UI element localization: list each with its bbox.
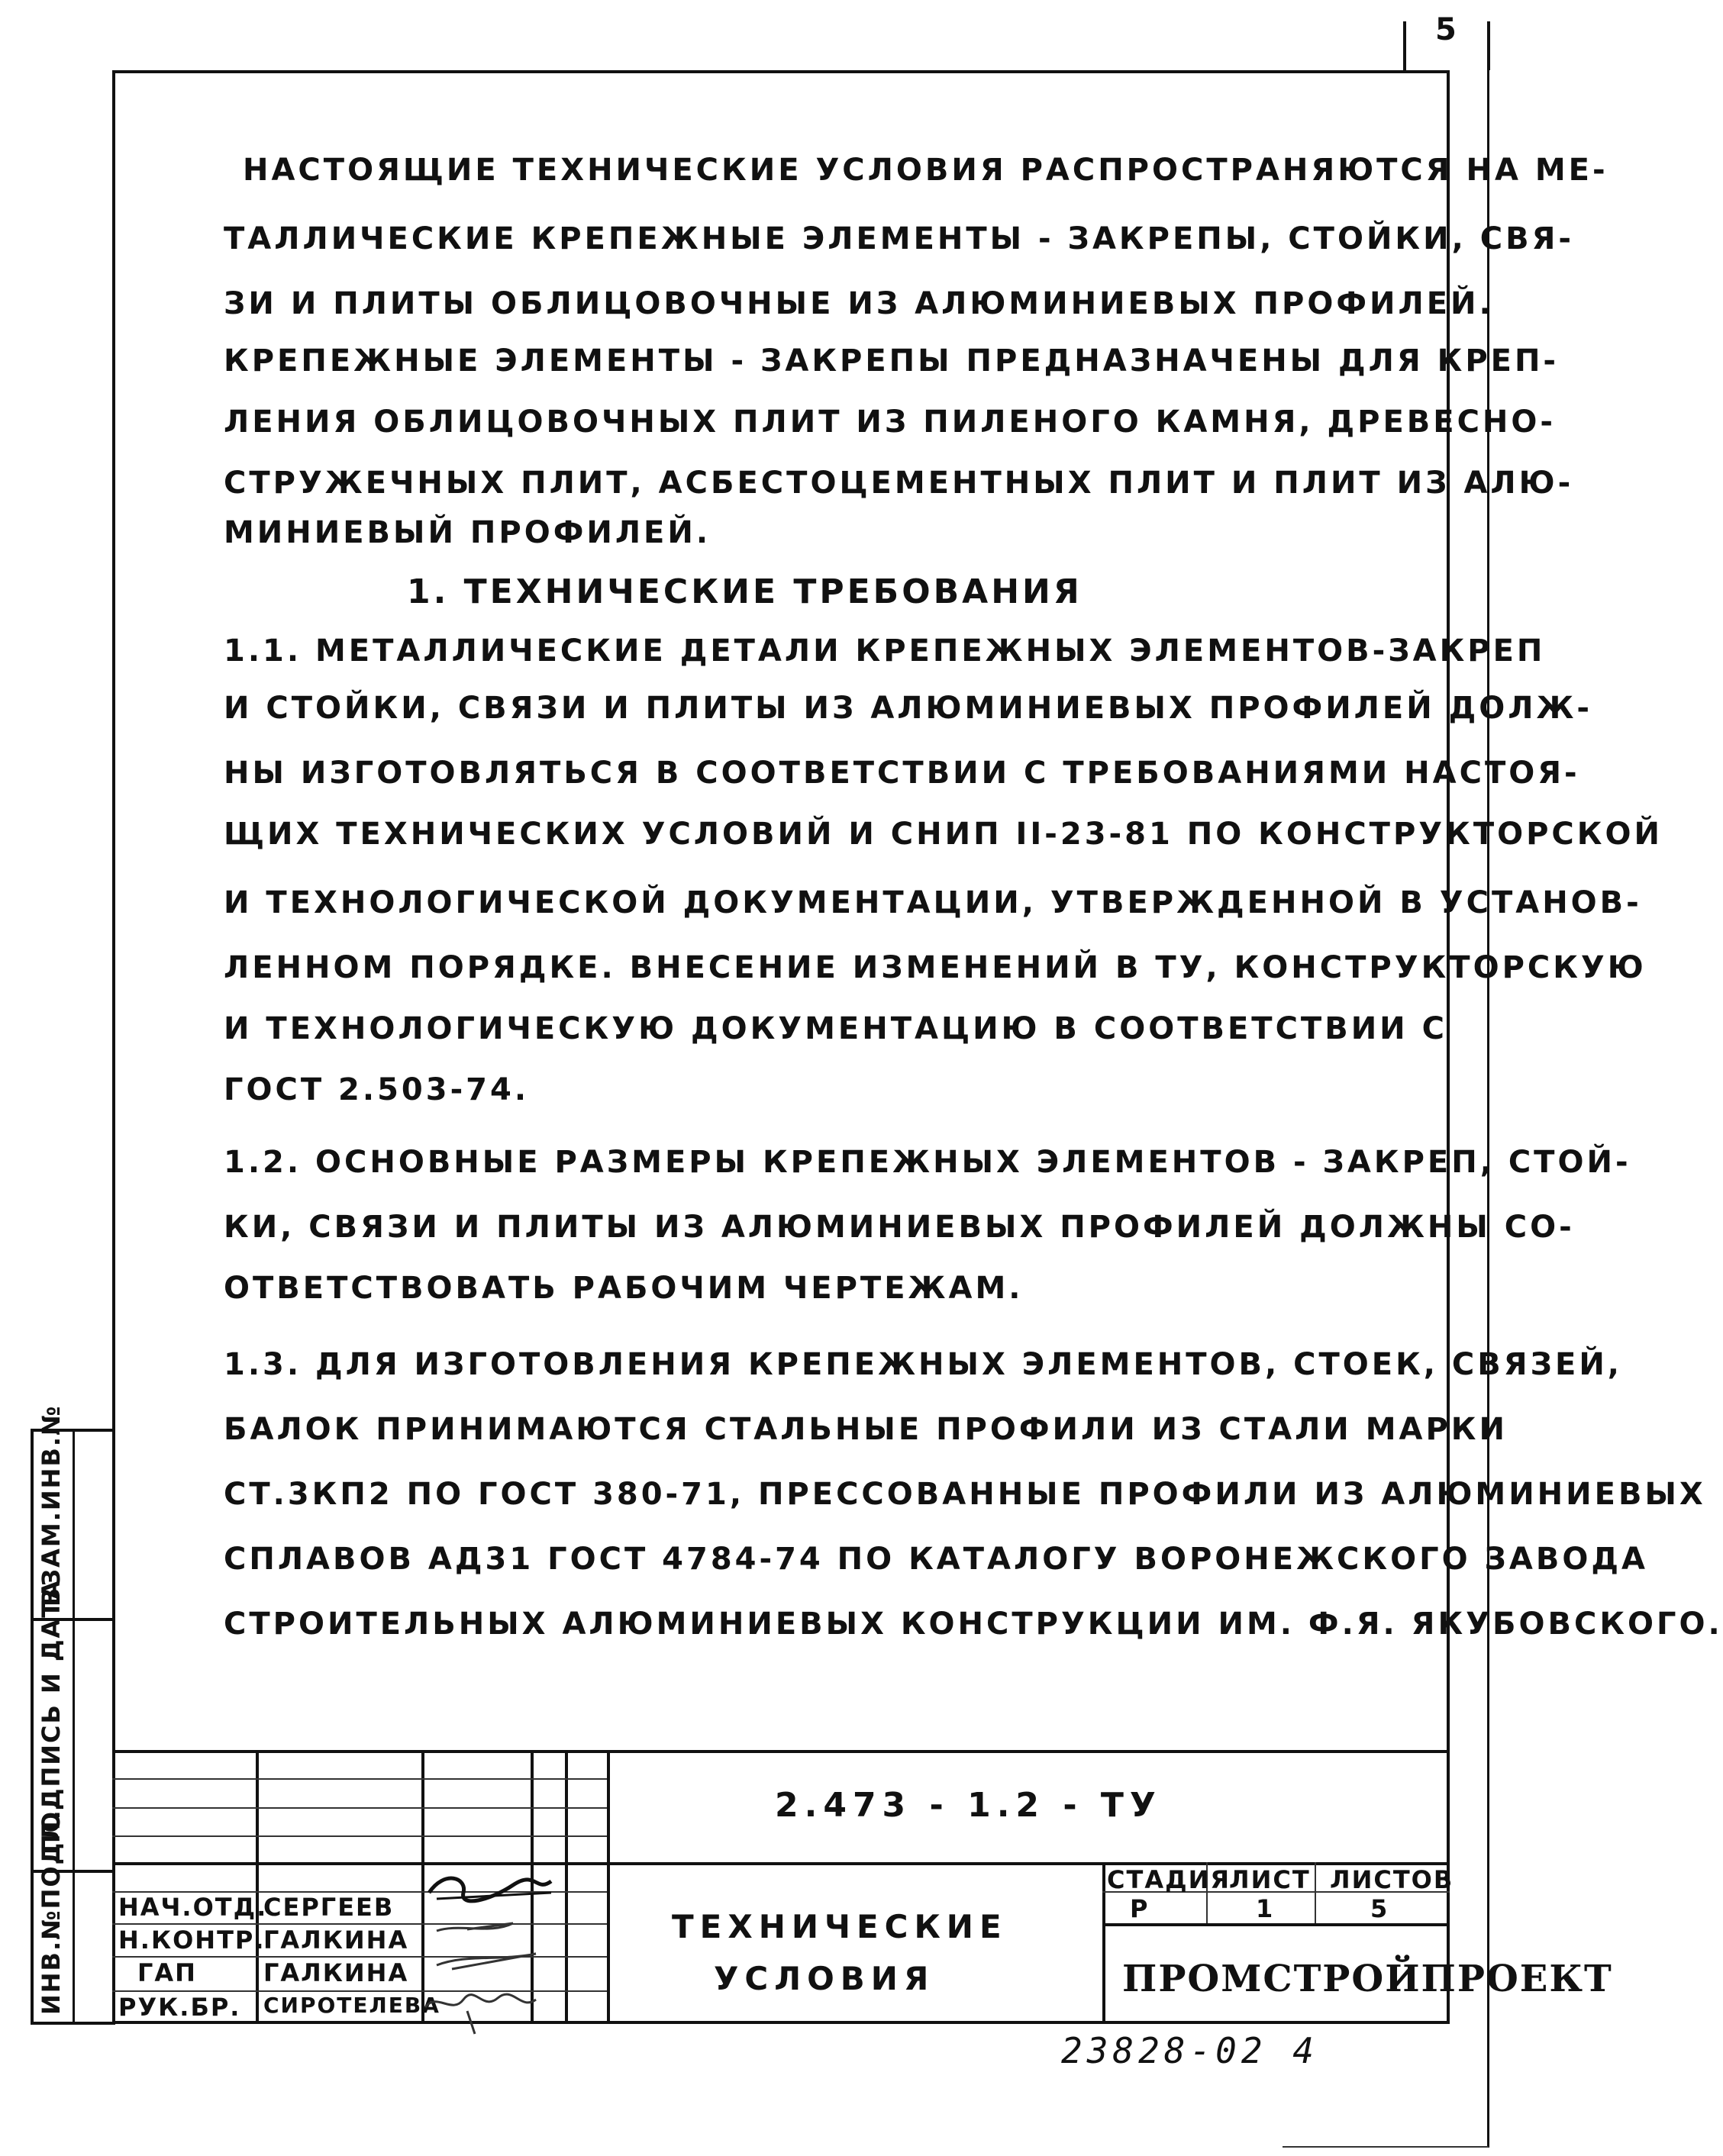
p13-line-2: БАЛОК ПРИНИМАЮТСЯ СТАЛЬНЫЕ ПРОФИЛИ ИЗ СТАЛИ МАРКИ bbox=[224, 1412, 1508, 1447]
p13-line-4: СПЛАВОВ АД31 ГОСТ 4784-74 ПО КАТАЛОГУ ВОРОНЕЖСКОГО ЗАВОДА bbox=[224, 1542, 1648, 1577]
side-label-inv: ИНВ.№ПОДЛ. bbox=[37, 1809, 66, 2015]
p11-line-4: ЩИХ ТЕХНИЧЕСКИХ УСЛОВИЙ И СНИП II-23-81 ПО КОНСТРУКТОРСКОЙ bbox=[224, 817, 1663, 852]
intro-line-2: ТАЛЛИЧЕСКИЕ КРЕПЕЖНЫЕ ЭЛЕМЕНТЫ - ЗАКРЕПЫ, СТОЙКИ, СВЯ- bbox=[224, 221, 1574, 256]
document-code: 2.473 - 1.2 - ТУ bbox=[775, 1786, 1162, 1825]
p13-line-3: СТ.3КП2 ПО ГОСТ 380-71, ПРЕССОВАННЫЕ ПРОФИЛИ ИЗ АЛЮМИНИЕВЫХ bbox=[224, 1477, 1706, 1512]
p12-line-1: 1.2. ОСНОВНЫЕ РАЗМЕРЫ КРЕПЕЖНЫХ ЭЛЕМЕНТОВ - ЗАКРЕП, СТОЙ- bbox=[224, 1145, 1631, 1180]
sheet-header: ЛИСТ bbox=[1229, 1865, 1311, 1894]
top-tick-right bbox=[1487, 21, 1490, 70]
intro-line-4: КРЕПЕЖНЫЕ ЭЛЕМЕНТЫ - ЗАКРЕПЫ ПРЕДНАЗНАЧЕНЫ ДЛЯ КРЕП- bbox=[224, 343, 1560, 379]
p11-line-7: И ТЕХНОЛОГИЧЕСКУЮ ДОКУМЕНТАЦИЮ В СООТВЕТСТВИИ С bbox=[224, 1011, 1447, 1046]
top-tick-left bbox=[1403, 21, 1406, 70]
stamp-row-1 bbox=[112, 1778, 607, 1780]
role-n-kontr: Н.КОНТР. bbox=[118, 1926, 266, 1955]
signature-3 bbox=[437, 1954, 536, 1969]
side-strip-divider bbox=[73, 1429, 75, 2024]
signatures bbox=[421, 1862, 574, 2038]
stage-header: СТАДИЯ bbox=[1107, 1865, 1231, 1894]
p12-line-3: ОТВЕТСТВОВАТЬ РАБОЧИМ ЧЕРТЕЖАМ. bbox=[224, 1271, 1024, 1306]
side-strip-left bbox=[31, 1429, 34, 2024]
p11-line-3: НЫ ИЗГОТОВЛЯТЬСЯ В СООТВЕТСТВИИ С ТРЕБОВАНИЯМИ НАСТОЯ- bbox=[224, 756, 1580, 791]
p11-line-1: 1.1. МЕТАЛЛИЧЕСКИЕ ДЕТАЛИ КРЕПЕЖНЫХ ЭЛЕМЕНТОВ-ЗАКРЕП bbox=[224, 633, 1546, 669]
side-label-vzam: ВЗАМ.ИНВ.№ bbox=[37, 1404, 66, 1607]
sheets-header: ЛИСТОВ bbox=[1330, 1865, 1454, 1894]
sheet-grid-col-2 bbox=[1315, 1862, 1316, 1923]
side-strip-bottom bbox=[31, 2022, 115, 2025]
organization-name: ПРОМСТРОЙПРОЕКТ bbox=[1122, 1958, 1613, 2000]
p11-line-5: И ТЕХНОЛОГИЧЕСКОЙ ДОКУМЕНТАЦИИ, УТВЕРЖДЕННОЙ В УСТАНОВ- bbox=[224, 885, 1642, 920]
sheets-value: 5 bbox=[1370, 1894, 1389, 1923]
section-heading: 1. ТЕХНИЧЕСКИЕ ТРЕБОВАНИЯ bbox=[407, 572, 1083, 611]
archive-number: 23828-02 4 bbox=[1061, 2030, 1318, 2071]
stamp-divider-main bbox=[607, 1750, 610, 2024]
intro-line-1: НАСТОЯЩИЕ ТЕХНИЧЕСКИЕ УСЛОВИЯ РАСПРОСТРАНЯЮТСЯ НА МЕ- bbox=[243, 153, 1608, 188]
bottom-edge-mark bbox=[1283, 2146, 1489, 2148]
p12-line-2: КИ, СВЯЗИ И ПЛИТЫ ИЗ АЛЮМИНИЕВЫХ ПРОФИЛЕЙ ДОЛЖНЫ СО- bbox=[224, 1210, 1575, 1245]
intro-line-5: ЛЕНИЯ ОБЛИЦОВОЧНЫХ ПЛИТ ИЗ ПИЛЕНОГО КАМНЯ, ДРЕВЕСНО- bbox=[224, 404, 1557, 440]
outer-right-edge bbox=[1487, 70, 1489, 2148]
intro-line-6: СТРУЖЕЧНЫХ ПЛИТ, АСБЕСТОЦЕМЕНТНЫХ ПЛИТ И ПЛИТ ИЗ АЛЮ- bbox=[224, 466, 1574, 501]
p13-line-5: СТРОИТЕЛЬНЫХ АЛЮМИНИЕВЫХ КОНСТРУКЦИИ ИМ. Ф.Я. ЯКУБОВСКОГО. bbox=[224, 1607, 1723, 1642]
signature-4 bbox=[425, 1994, 536, 2007]
p13-line-1: 1.3. ДЛЯ ИЗГОТОВЛЕНИЯ КРЕПЕЖНЫХ ЭЛЕМЕНТОВ, СТОЕК, СВЯЗЕЙ, bbox=[224, 1347, 1622, 1382]
signature-2 bbox=[437, 1923, 513, 1931]
document-title-line-2: УСЛОВИЯ bbox=[714, 1960, 935, 1997]
stamp-col-1 bbox=[256, 1750, 259, 2024]
sheet-value: 1 bbox=[1256, 1894, 1275, 1923]
p11-line-6: ЛЕННОМ ПОРЯДКЕ. ВНЕСЕНИЕ ИЗМЕНЕНИЙ В ТУ, КОНСТРУКТОРСКУЮ bbox=[224, 950, 1647, 985]
role-nach-otd: НАЧ.ОТД. bbox=[118, 1893, 268, 1922]
name-sergeev: СЕРГЕЕВ bbox=[263, 1893, 395, 1922]
sheet-grid-row-2 bbox=[1102, 1923, 1450, 1926]
role-ruk-br: РУК.БР. bbox=[118, 1993, 241, 2022]
role-gap: ГАП bbox=[137, 1958, 197, 1987]
intro-line-3: ЗИ И ПЛИТЫ ОБЛИЦОВОЧНЫЕ ИЗ АЛЮМИНИЕВЫХ ПРОФИЛЕЙ. bbox=[224, 286, 1494, 321]
stamp-top-border bbox=[112, 1750, 1450, 1753]
side-label-podpis: ПОДПИСЬ И ДАТА bbox=[37, 1579, 66, 1855]
name-sirotelyeva: СИРОТЕЛЕВА bbox=[263, 1993, 440, 2018]
intro-line-7: МИНИЕВЫЙ ПРОФИЛЕЙ. bbox=[224, 515, 711, 550]
stage-value: Р bbox=[1130, 1894, 1150, 1923]
page-number: 5 bbox=[1435, 12, 1457, 47]
stamp-row-3 bbox=[112, 1835, 607, 1837]
stamp-divider-right bbox=[1102, 1862, 1105, 2024]
p11-line-2: И СТОЙКИ, СВЯЗИ И ПЛИТЫ ИЗ АЛЮМИНИЕВЫХ ПРОФИЛЕЙ ДОЛЖ- bbox=[224, 691, 1593, 726]
name-galkina-1: ГАЛКИНА bbox=[263, 1926, 409, 1955]
stamp-middle-border bbox=[607, 1862, 1450, 1865]
stamp-row-2 bbox=[112, 1807, 607, 1809]
p11-line-8: ГОСТ 2.503-74. bbox=[224, 1072, 530, 1107]
document-title-line-1: ТЕХНИЧЕСКИЕ bbox=[672, 1908, 1008, 1945]
name-galkina-2: ГАЛКИНА bbox=[263, 1958, 409, 1987]
